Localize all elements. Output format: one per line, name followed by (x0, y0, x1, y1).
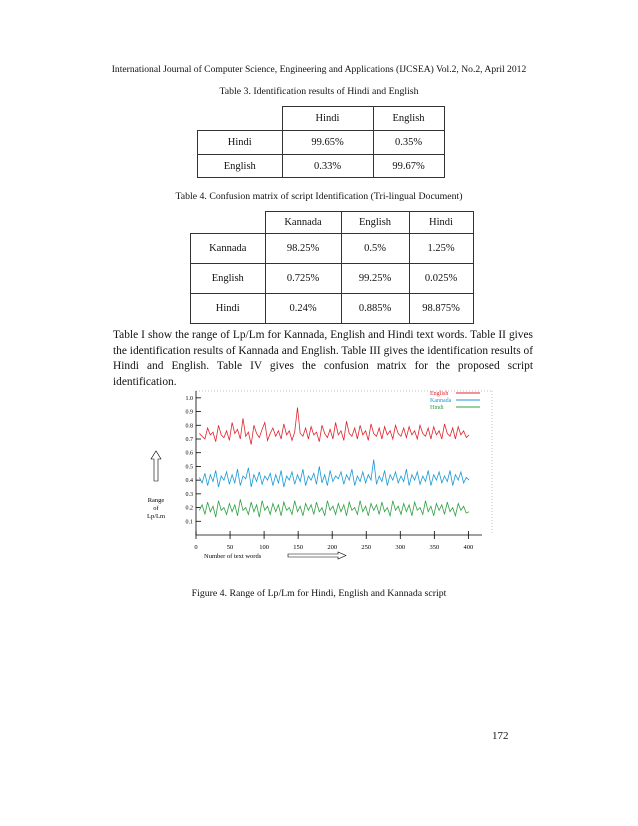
series-line-kannada (199, 460, 469, 487)
table-row-label: Hindi (198, 131, 283, 155)
x-axis-arrow-icon (288, 552, 346, 559)
legend-label: Hindi (430, 405, 444, 411)
table-cell: 98.25% (265, 234, 341, 264)
y-axis-label: of (153, 505, 159, 512)
table-row (198, 107, 445, 131)
y-tick-label: 0.3 (185, 491, 193, 498)
x-axis-label: Number of text words (204, 553, 262, 560)
table-cell: 1.25% (409, 234, 473, 264)
table-cell: 0.5% (341, 234, 409, 264)
table-row-label: English (198, 155, 283, 178)
y-tick-label: 1.0 (185, 395, 193, 402)
x-tick-label: 400 (463, 544, 474, 551)
table-row (198, 131, 445, 155)
table-row-label: English (191, 264, 266, 294)
table-cell: 0.725% (265, 264, 341, 294)
table-cell: 0.885% (341, 294, 409, 324)
y-tick-label: 0.5 (185, 464, 193, 471)
table-header-cell: English (373, 107, 444, 131)
table-cell: 99.65% (282, 131, 373, 155)
table4 (190, 211, 474, 324)
table-header-cell: Hindi (282, 107, 373, 131)
table-cell: 0.025% (409, 264, 473, 294)
table-cell: 99.25% (341, 264, 409, 294)
x-tick-label: 100 (259, 544, 269, 551)
x-tick-label: 200 (327, 544, 338, 551)
y-axis-label: Lp/Lm (146, 513, 166, 520)
table-row-label: Hindi (191, 294, 266, 324)
journal-header: International Journal of Computer Science, Engineering and Applications (IJCSEA) Vol.2, No.2, April 2012 (111, 64, 527, 75)
figure-caption: Figure 4. Range of Lp/Lm for Hindi, English and Kannada script (191, 588, 447, 599)
table-row (198, 155, 445, 178)
y-axis-label: Range (147, 497, 165, 504)
table-cell (191, 212, 266, 234)
x-tick-label: 150 (293, 544, 304, 551)
figure4-chart (140, 385, 500, 565)
x-tick-label: 300 (395, 544, 406, 551)
body-paragraph: Table I show the range of Lp/Lm for Kannada, English and Hindi text words. Table II gives the identification results of Kannada and English. Table III gives the identification results of Hindi and English. Table IV gives the confusion matrix for the proposed script identification. (113, 329, 533, 388)
table-row (191, 212, 474, 234)
x-tick-label: 50 (226, 544, 234, 551)
y-axis-arrow-icon (151, 451, 161, 481)
table4-caption: Table 4. Confusion matrix of script Identification (Tri-lingual Document) (175, 191, 463, 202)
series-line-hindi (199, 499, 469, 517)
table-row (191, 264, 474, 294)
table-header-cell: Hindi (409, 212, 473, 234)
table-header-cell: Kannada (265, 212, 341, 234)
y-tick-label: 0.4 (185, 478, 193, 485)
y-tick-label: 0.2 (185, 505, 193, 512)
series-line-english (199, 408, 469, 445)
y-tick-label: 0.1 (185, 519, 193, 526)
table-row (191, 294, 474, 324)
y-tick-label: 0.8 (185, 423, 193, 430)
table-cell: 99.67% (373, 155, 444, 178)
table-row (191, 234, 474, 264)
table-header-cell: English (341, 212, 409, 234)
table-cell: 0.33% (282, 155, 373, 178)
table-cell: 0.35% (373, 131, 444, 155)
x-tick-label: 0 (194, 544, 198, 551)
table3-caption: Table 3. Identification results of Hindi and English (219, 86, 419, 97)
table-cell: 0.24% (265, 294, 341, 324)
table-cell: 98.875% (409, 294, 473, 324)
y-tick-label: 0.6 (185, 450, 193, 457)
table-cell (198, 107, 283, 131)
x-tick-label: 250 (361, 544, 372, 551)
legend-label: Kannada (430, 398, 452, 404)
table-row-label: Kannada (191, 234, 266, 264)
table3 (197, 106, 445, 178)
x-tick-label: 350 (429, 544, 440, 551)
legend-label: English (430, 391, 449, 397)
y-tick-label: 0.7 (185, 437, 193, 443)
y-tick-label: 0.9 (185, 409, 193, 416)
page-number: 172 (492, 730, 509, 742)
